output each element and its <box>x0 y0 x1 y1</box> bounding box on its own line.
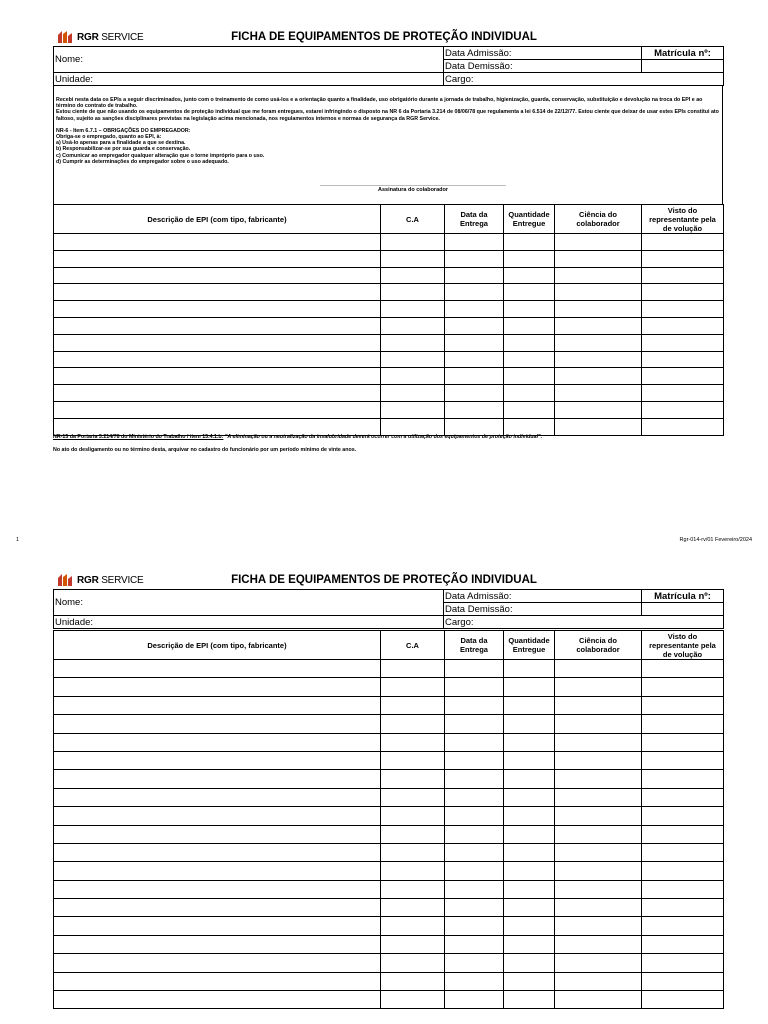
epi-row <box>54 991 724 1009</box>
epi-cell-descricao[interactable] <box>54 284 381 301</box>
epi-cell-visto[interactable] <box>642 267 724 284</box>
epi-cell-ciencia[interactable] <box>555 678 642 696</box>
epi-cell-ciencia[interactable] <box>555 770 642 788</box>
epi-table-1 <box>53 204 724 436</box>
epi-cell-visto[interactable] <box>642 660 724 678</box>
epi-row <box>54 401 724 418</box>
epi-cell-descricao[interactable] <box>54 751 381 769</box>
epi-cell-quantidade[interactable] <box>504 401 555 418</box>
epi-cell-descricao[interactable] <box>54 696 381 714</box>
epi-cell-data-entrega[interactable] <box>445 917 504 935</box>
epi-cell-ca[interactable] <box>381 788 445 806</box>
epi-cell-descricao[interactable] <box>54 991 381 1009</box>
col-ca: C.A <box>381 205 445 234</box>
epi-cell-data-entrega[interactable] <box>445 991 504 1009</box>
epi-row <box>54 250 724 267</box>
epi-cell-visto[interactable] <box>642 351 724 368</box>
epi-cell-visto[interactable] <box>642 991 724 1009</box>
epi-cell-visto[interactable] <box>642 935 724 953</box>
col-ciencia: Ciência do colaborador <box>555 631 642 660</box>
epi-cell-descricao[interactable] <box>54 788 381 806</box>
epi-cell-ca[interactable] <box>381 334 445 351</box>
epi-cell-ciencia[interactable] <box>555 972 642 990</box>
epi-cell-quantidade[interactable] <box>504 385 555 402</box>
epi-cell-data-entrega[interactable] <box>445 770 504 788</box>
page-number: 1 <box>16 537 20 543</box>
epi-cell-ciencia[interactable] <box>555 267 642 284</box>
data-demissao-field[interactable]: Data Demissão: <box>444 603 642 616</box>
epi-cell-descricao[interactable] <box>54 954 381 972</box>
epi-row <box>54 807 724 825</box>
matricula-field[interactable]: Matrícula nº: <box>642 590 724 603</box>
epi-row <box>54 334 724 351</box>
epi-row <box>54 770 724 788</box>
epi-cell-data-entrega[interactable] <box>445 385 504 402</box>
epi-cell-data-entrega[interactable] <box>445 733 504 751</box>
epi-cell-descricao[interactable] <box>54 250 381 267</box>
col-ca: C.A <box>381 631 445 660</box>
epi-row <box>54 751 724 769</box>
epi-cell-ca[interactable] <box>381 678 445 696</box>
epi-cell-descricao[interactable] <box>54 770 381 788</box>
epi-cell-quantidade[interactable] <box>504 250 555 267</box>
epi-cell-quantidade[interactable] <box>504 418 555 435</box>
epi-cell-data-entrega[interactable] <box>445 843 504 861</box>
epi-cell-ciencia[interactable] <box>555 880 642 898</box>
epi-cell-descricao[interactable] <box>54 234 381 251</box>
epi-row <box>54 696 724 714</box>
col-descricao: Descrição de EPI (com tipo, fabricante) <box>54 205 381 234</box>
epi-cell-quantidade[interactable] <box>504 825 555 843</box>
epi-cell-ca[interactable] <box>381 972 445 990</box>
epi-cell-descricao[interactable] <box>54 880 381 898</box>
epi-cell-ca[interactable] <box>381 935 445 953</box>
epi-row <box>54 972 724 990</box>
epi-cell-ca[interactable] <box>381 660 445 678</box>
epi-cell-ca[interactable] <box>381 250 445 267</box>
epi-cell-data-entrega[interactable] <box>445 368 504 385</box>
epi-cell-ca[interactable] <box>381 715 445 733</box>
epi-cell-visto[interactable] <box>642 770 724 788</box>
epi-cell-ciencia[interactable] <box>555 807 642 825</box>
epi-row <box>54 715 724 733</box>
epi-cell-descricao[interactable] <box>54 418 381 435</box>
document-reference: Rgr-014-rv/01 Fevereiro/2024 <box>679 537 752 543</box>
epi-cell-ca[interactable] <box>381 317 445 334</box>
epi-row <box>54 733 724 751</box>
epi-cell-ca[interactable] <box>381 234 445 251</box>
nr6-item-a: a) Usá-lo apenas para a finalidade a que se destina. <box>56 140 186 147</box>
epi-cell-descricao[interactable] <box>54 301 381 318</box>
epi-cell-ca[interactable] <box>381 351 445 368</box>
epi-cell-visto[interactable] <box>642 234 724 251</box>
epi-cell-descricao[interactable] <box>54 660 381 678</box>
epi-cell-quantidade[interactable] <box>504 807 555 825</box>
signature-line[interactable] <box>320 185 506 186</box>
epi-cell-visto[interactable] <box>642 368 724 385</box>
epi-row <box>54 267 724 284</box>
epi-cell-ciencia[interactable] <box>555 317 642 334</box>
col-data-entrega: Data da Entrega <box>445 205 504 234</box>
epi-cell-quantidade[interactable] <box>504 301 555 318</box>
matricula-value-cell[interactable] <box>642 603 724 616</box>
matricula-value-cell[interactable] <box>642 60 724 73</box>
epi-cell-ciencia[interactable] <box>555 385 642 402</box>
matricula-field[interactable]: Matrícula nº: <box>642 47 724 60</box>
epi-row <box>54 284 724 301</box>
epi-cell-descricao[interactable] <box>54 334 381 351</box>
epi-row <box>54 368 724 385</box>
epi-cell-quantidade[interactable] <box>504 954 555 972</box>
epi-row <box>54 234 724 251</box>
epi-cell-ciencia[interactable] <box>555 935 642 953</box>
epi-cell-data-entrega[interactable] <box>445 954 504 972</box>
epi-cell-descricao[interactable] <box>54 351 381 368</box>
epi-cell-data-entrega[interactable] <box>445 418 504 435</box>
epi-row <box>54 862 724 880</box>
epi-cell-ciencia[interactable] <box>555 733 642 751</box>
form-title-2: FICHA DE EQUIPAMENTOS DE PROTEÇÃO INDIVIDUAL <box>231 574 537 586</box>
epi-cell-ca[interactable] <box>381 899 445 917</box>
nr6-item-c: c) Comunicar ao empregador qualquer alteração que o torne impróprio para o uso. <box>56 152 265 159</box>
epi-cell-ciencia[interactable] <box>555 751 642 769</box>
epi-row <box>54 317 724 334</box>
epi-cell-visto[interactable] <box>642 843 724 861</box>
epi-cell-descricao[interactable] <box>54 807 381 825</box>
epi-cell-visto[interactable] <box>642 678 724 696</box>
col-descricao: Descrição de EPI (com tipo, fabricante) <box>54 631 381 660</box>
epi-cell-descricao[interactable] <box>54 401 381 418</box>
epi-cell-quantidade[interactable] <box>504 334 555 351</box>
epi-cell-ciencia[interactable] <box>555 368 642 385</box>
epi-cell-descricao[interactable] <box>54 267 381 284</box>
epi-cell-data-entrega[interactable] <box>445 678 504 696</box>
epi-cell-quantidade[interactable] <box>504 788 555 806</box>
epi-cell-ca[interactable] <box>381 954 445 972</box>
epi-cell-quantidade[interactable] <box>504 917 555 935</box>
epi-cell-ca[interactable] <box>381 733 445 751</box>
epi-cell-data-entrega[interactable] <box>445 696 504 714</box>
epi-cell-data-entrega[interactable] <box>445 899 504 917</box>
epi-cell-ca[interactable] <box>381 751 445 769</box>
epi-cell-ca[interactable] <box>381 385 445 402</box>
epi-row <box>54 825 724 843</box>
epi-cell-descricao[interactable] <box>54 917 381 935</box>
epi-cell-data-entrega[interactable] <box>445 250 504 267</box>
epi-cell-descricao[interactable] <box>54 733 381 751</box>
epi-cell-ciencia[interactable] <box>555 301 642 318</box>
epi-cell-ciencia[interactable] <box>555 351 642 368</box>
epi-cell-data-entrega[interactable] <box>445 301 504 318</box>
epi-cell-data-entrega[interactable] <box>445 935 504 953</box>
epi-cell-descricao[interactable] <box>54 843 381 861</box>
nr15-reference: NR-15 da Portaria 3.214/78 do Ministério do Trabalho / item 15.4.1.b: <box>53 434 224 440</box>
nr6-intro: Obriga-se o empregado, quanto ao EPI, à: <box>56 134 162 141</box>
epi-cell-ciencia[interactable] <box>555 234 642 251</box>
epi-cell-data-entrega[interactable] <box>445 751 504 769</box>
epi-cell-descricao[interactable] <box>54 862 381 880</box>
epi-cell-descricao[interactable] <box>54 935 381 953</box>
epi-cell-visto[interactable] <box>642 899 724 917</box>
epi-cell-quantidade[interactable] <box>504 751 555 769</box>
epi-cell-ciencia[interactable] <box>555 825 642 843</box>
epi-cell-data-entrega[interactable] <box>445 715 504 733</box>
epi-cell-ciencia[interactable] <box>555 788 642 806</box>
epi-cell-quantidade[interactable] <box>504 899 555 917</box>
epi-cell-quantidade[interactable] <box>504 368 555 385</box>
epi-cell-ca[interactable] <box>381 418 445 435</box>
epi-cell-visto[interactable] <box>642 418 724 435</box>
data-admissao-field[interactable]: Data Admissão: <box>444 47 642 60</box>
epi-cell-ciencia[interactable] <box>555 660 642 678</box>
epi-cell-visto[interactable] <box>642 825 724 843</box>
epi-cell-data-entrega[interactable] <box>445 660 504 678</box>
employee-header-table-2 <box>53 589 724 629</box>
epi-cell-descricao[interactable] <box>54 972 381 990</box>
epi-cell-quantidade[interactable] <box>504 678 555 696</box>
epi-cell-visto[interactable] <box>642 401 724 418</box>
epi-cell-quantidade[interactable] <box>504 733 555 751</box>
data-demissao-field[interactable]: Data Demissão: <box>444 60 642 73</box>
epi-cell-data-entrega[interactable] <box>445 334 504 351</box>
epi-cell-data-entrega[interactable] <box>445 825 504 843</box>
col-quantidade: Quantidade Entregue <box>504 631 555 660</box>
epi-cell-quantidade[interactable] <box>504 843 555 861</box>
epi-cell-data-entrega[interactable] <box>445 284 504 301</box>
epi-row <box>54 917 724 935</box>
epi-cell-data-entrega[interactable] <box>445 267 504 284</box>
epi-cell-quantidade[interactable] <box>504 234 555 251</box>
epi-cell-quantidade[interactable] <box>504 660 555 678</box>
epi-cell-descricao[interactable] <box>54 368 381 385</box>
epi-row <box>54 880 724 898</box>
epi-cell-visto[interactable] <box>642 880 724 898</box>
epi-cell-visto[interactable] <box>642 733 724 751</box>
epi-cell-ciencia[interactable] <box>555 715 642 733</box>
epi-cell-descricao[interactable] <box>54 385 381 402</box>
epi-cell-ca[interactable] <box>381 843 445 861</box>
epi-cell-ca[interactable] <box>381 696 445 714</box>
epi-row <box>54 788 724 806</box>
unidade-field[interactable]: Unidade: <box>54 73 444 86</box>
epi-cell-ca[interactable] <box>381 284 445 301</box>
epi-cell-ca[interactable] <box>381 880 445 898</box>
epi-cell-ca[interactable] <box>381 825 445 843</box>
cargo-field[interactable]: Cargo: <box>444 616 724 629</box>
data-admissao-field[interactable]: Data Admissão: <box>444 590 642 603</box>
epi-cell-ciencia[interactable] <box>555 250 642 267</box>
epi-cell-data-entrega[interactable] <box>445 351 504 368</box>
epi-cell-descricao[interactable] <box>54 825 381 843</box>
logo-text: RGR SERVICE <box>77 575 144 586</box>
epi-cell-ca[interactable] <box>381 862 445 880</box>
archive-note: No ato do desligamento ou no término desta, arquivar no cadastro do funcionário por um período mínimo de vinte anos. <box>53 447 357 453</box>
nr6-item-b: b) Responsabilizar-se por sua guarda e conservação. <box>56 146 191 153</box>
logo-text: RGR SERVICE <box>77 32 144 43</box>
epi-cell-descricao[interactable] <box>54 317 381 334</box>
epi-cell-quantidade[interactable] <box>504 862 555 880</box>
epi-row <box>54 678 724 696</box>
epi-cell-descricao[interactable] <box>54 715 381 733</box>
nome-field[interactable]: Nome: <box>54 590 444 616</box>
epi-cell-quantidade[interactable] <box>504 991 555 1009</box>
epi-row <box>54 418 724 435</box>
epi-cell-ciencia[interactable] <box>555 334 642 351</box>
nome-field[interactable]: Nome: <box>54 47 444 73</box>
col-quantidade: Quantidade Entregue <box>504 205 555 234</box>
epi-cell-ca[interactable] <box>381 807 445 825</box>
signature-label: Assinatura do colaborador <box>378 187 448 193</box>
epi-cell-visto[interactable] <box>642 715 724 733</box>
epi-cell-data-entrega[interactable] <box>445 317 504 334</box>
col-data-entrega: Data da Entrega <box>445 631 504 660</box>
epi-cell-visto[interactable] <box>642 696 724 714</box>
epi-row <box>54 351 724 368</box>
epi-cell-visto[interactable] <box>642 862 724 880</box>
epi-cell-quantidade[interactable] <box>504 267 555 284</box>
terms-awareness-text: Estou ciente de que não usando os equipamentos de proteção individual que me foram entregues, estarei infringindo o disposto na NR 6 da Portaria 3.214 de 08/06/78 que regulamenta a lei 6.514 de 22/12/77. Estou ciente que deixar de usar estes EPIs constitui ato faltoso, sujeito as sanções disciplinares previstas na legislação acima mencionada, nos regulamentos internos e normas de segurança da RGR Service. <box>56 109 719 122</box>
epi-cell-ca[interactable] <box>381 401 445 418</box>
epi-cell-quantidade[interactable] <box>504 880 555 898</box>
epi-cell-visto[interactable] <box>642 284 724 301</box>
nr15-footnote <box>53 434 542 440</box>
epi-cell-quantidade[interactable] <box>504 351 555 368</box>
epi-cell-quantidade[interactable] <box>504 972 555 990</box>
epi-cell-ciencia[interactable] <box>555 917 642 935</box>
epi-cell-visto[interactable] <box>642 301 724 318</box>
epi-cell-ciencia[interactable] <box>555 418 642 435</box>
epi-row <box>54 935 724 953</box>
epi-cell-ca[interactable] <box>381 368 445 385</box>
col-visto: Visto do representante pela de volução <box>642 205 724 234</box>
epi-cell-visto[interactable] <box>642 954 724 972</box>
epi-cell-ca[interactable] <box>381 267 445 284</box>
col-visto: Visto do representante pela de volução <box>642 631 724 660</box>
epi-cell-quantidade[interactable] <box>504 715 555 733</box>
epi-cell-quantidade[interactable] <box>504 935 555 953</box>
epi-row <box>54 954 724 972</box>
epi-cell-visto[interactable] <box>642 972 724 990</box>
epi-cell-ca[interactable] <box>381 770 445 788</box>
epi-cell-data-entrega[interactable] <box>445 807 504 825</box>
epi-cell-ciencia[interactable] <box>555 284 642 301</box>
epi-cell-data-entrega[interactable] <box>445 880 504 898</box>
epi-cell-data-entrega[interactable] <box>445 401 504 418</box>
nr6-title: NR-6 - Item 6.7.1 – OBRIGAÇÕES DO EMPREGADOR: <box>56 127 191 134</box>
epi-cell-quantidade[interactable] <box>504 770 555 788</box>
epi-cell-ca[interactable] <box>381 301 445 318</box>
epi-cell-visto[interactable] <box>642 788 724 806</box>
epi-row <box>54 843 724 861</box>
col-ciencia: Ciência do colaborador <box>555 205 642 234</box>
epi-cell-ciencia[interactable] <box>555 954 642 972</box>
epi-cell-data-entrega[interactable] <box>445 234 504 251</box>
epi-cell-visto[interactable] <box>642 334 724 351</box>
epi-cell-ciencia[interactable] <box>555 843 642 861</box>
epi-cell-visto[interactable] <box>642 385 724 402</box>
epi-cell-quantidade[interactable] <box>504 696 555 714</box>
form-title: FICHA DE EQUIPAMENTOS DE PROTEÇÃO INDIVIDUAL <box>231 31 537 43</box>
epi-cell-ciencia[interactable] <box>555 991 642 1009</box>
epi-row <box>54 660 724 678</box>
unidade-field[interactable]: Unidade: <box>54 616 444 629</box>
nr6-item-d: d) Cumprir as determinações do empregador sobre o uso adequado. <box>56 158 229 165</box>
epi-row <box>54 301 724 318</box>
epi-cell-visto[interactable] <box>642 317 724 334</box>
epi-cell-ca[interactable] <box>381 917 445 935</box>
epi-cell-ciencia[interactable] <box>555 899 642 917</box>
nr15-quote: "A eliminação ou a neutralização da insalubridade deverá ocorrer com a utilização dos equipamentos de proteção individual". <box>223 434 543 440</box>
epi-cell-ciencia[interactable] <box>555 862 642 880</box>
epi-cell-descricao[interactable] <box>54 678 381 696</box>
epi-cell-visto[interactable] <box>642 751 724 769</box>
cargo-field[interactable]: Cargo: <box>444 73 724 86</box>
epi-cell-quantidade[interactable] <box>504 317 555 334</box>
epi-cell-visto[interactable] <box>642 807 724 825</box>
epi-row <box>54 899 724 917</box>
epi-cell-visto[interactable] <box>642 917 724 935</box>
epi-cell-data-entrega[interactable] <box>445 972 504 990</box>
epi-cell-descricao[interactable] <box>54 899 381 917</box>
epi-table-2 <box>53 630 724 1009</box>
epi-cell-data-entrega[interactable] <box>445 788 504 806</box>
epi-cell-ca[interactable] <box>381 991 445 1009</box>
epi-cell-ciencia[interactable] <box>555 696 642 714</box>
terms-receipt-text: Recebi nesta data os EPIs a seguir discriminados, junto com o treinamento de como usá-los e a orientação quanto a finalidade, uso obrigatório durante a jornada de trabalho, higienização, guarda, conservação, substituição e devolução na troca do EPI e ao término do contrato de trabalho. <box>56 97 703 110</box>
epi-cell-quantidade[interactable] <box>504 284 555 301</box>
employee-header-table <box>53 46 724 86</box>
epi-cell-visto[interactable] <box>642 250 724 267</box>
epi-cell-data-entrega[interactable] <box>445 862 504 880</box>
epi-cell-ciencia[interactable] <box>555 401 642 418</box>
epi-row <box>54 385 724 402</box>
